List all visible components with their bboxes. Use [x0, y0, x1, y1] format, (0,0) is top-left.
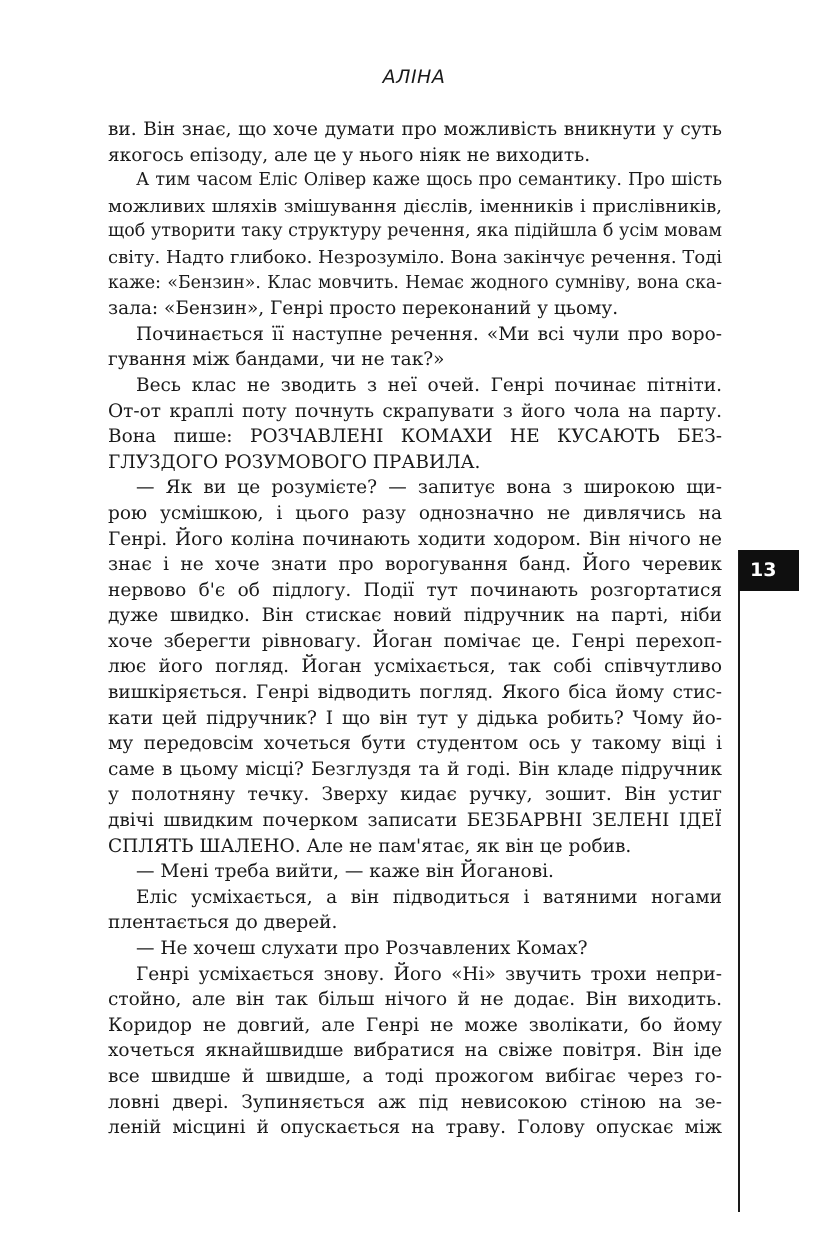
text-line: — Як ви це розумієте? — запитує вона з широкою щи- — [136, 477, 722, 499]
text-line: вишкіряється. Генрі відводить погляд. Якого біса йому стис- — [108, 682, 722, 704]
text-line: кати цей підручник? І що він тут у дідька робить? Чому йо- — [108, 707, 722, 729]
text-line: щоб утворити таку структуру речення, яка підійшла б усім мовам — [108, 221, 722, 242]
text-line: каже: «Бензин». Клас мовчить. Немає жодного сумніву, вона ска- — [108, 272, 722, 293]
text-line: От-от краплі поту почнуть скрапувати з його чола на парту. — [108, 400, 722, 422]
body-text — [108, 117, 722, 1141]
text-line: СПЛЯТЬ ШАЛЕНО. Але не пам'ятає, як він це робив. — [108, 835, 632, 857]
text-line: ви. Він знає, що хоче думати про можливість вникнути у суть — [108, 119, 722, 140]
running-head-title: АЛІНА — [382, 66, 446, 88]
text-line: леній місцині й опускається на траву. Голову опускає між — [108, 1117, 722, 1139]
text-line: саме в цьому місці? Безглуздя та й годі. Він кладе підручник — [108, 758, 722, 780]
text-line: світу. Надто глибоко. Незрозуміло. Вона закінчує речення. Тоді — [108, 246, 723, 268]
text-line: Генрі усміхається знову. Його «Ні» звучить трохи непри- — [136, 963, 722, 985]
text-line: зала: «Бензин», Генрі просто переконаний у цьому. — [108, 298, 619, 320]
text-line: Вона пише: РОЗЧАВЛЕНІ КОМАХИ НЕ КУСАЮТЬ БЕЗ- — [108, 426, 722, 448]
text-line: стойно, але він так більш нічого й не додає. Він виходить. — [108, 989, 722, 1011]
text-line: — Не хочеш слухати про Розчавлених Комах? — [136, 938, 588, 959]
text-line: нервово б'є об підлогу. Події тут починають розгортатися — [108, 579, 722, 601]
text-line: двічі швидким почерком записати БЕЗБАРВНІ ЗЕЛЕНІ ІДЕЇ — [108, 810, 722, 832]
page-number-tab: 13 — [739, 550, 799, 591]
text-line: ловні двері. Зупиняється аж під невисокою стіною на зе- — [108, 1091, 722, 1113]
text-line: плентається до дверей. — [108, 912, 338, 934]
text-line: лює його погляд. Йоган усміхається, так собі співчутливо — [108, 656, 722, 678]
text-line: у полотняну течку. Зверху кидає ручку, зошит. Він устиг — [108, 784, 722, 806]
text-line: дуже швидко. Він стискає новий підручник на парті, ніби — [108, 605, 722, 627]
text-line: А тим часом Еліс Олівер каже щось про семантику. Про шість — [136, 170, 722, 191]
text-line: Весь клас не зводить з неї очей. Генрі починає пітніти. — [136, 374, 722, 396]
text-line: Коридор не довгий, але Генрі не може зволікати, бо йому — [108, 1014, 722, 1036]
text-line: му передовсім хочеться бути студентом ось у такому віці і — [108, 733, 722, 755]
margin-rule — [738, 550, 740, 1212]
text-line: Починається її наступне речення. «Ми всі чули про воро- — [136, 323, 722, 345]
text-line: хочеться якнайшвидше вибратися на свіже повітря. Він іде — [108, 1040, 722, 1062]
text-line: все швидше й швидше, а тоді прожогом вибігає через го- — [108, 1065, 722, 1087]
text-line: хоче зберегти рівновагу. Йоган помічає це. Генрі перехоп- — [108, 630, 722, 652]
text-line: якогось епізоду, але це у нього ніяк не виходить. — [108, 144, 591, 166]
text-line: ГЛУЗДОГО РОЗУМОВОГО ПРАВИЛА. — [108, 451, 481, 473]
text-line: можливих шляхів змішування дієслів, іменників і прислівників, — [108, 195, 722, 217]
text-line: гування між бандами, чи не так?» — [108, 349, 445, 371]
text-line: Генрі. Його коліна починають ходити ходором. Він нічого не — [108, 528, 722, 550]
text-line: рою усмішкою, і цього разу однозначно не дивлячись на — [108, 502, 722, 524]
text-line: знає і не хоче знати про ворогування банд. Його черевик — [108, 554, 722, 576]
text-line: — Мені треба вийти, — каже він Йоганові. — [136, 861, 554, 883]
text-line: Еліс усміхається, а він підводиться і ватяними ногами — [136, 886, 722, 908]
